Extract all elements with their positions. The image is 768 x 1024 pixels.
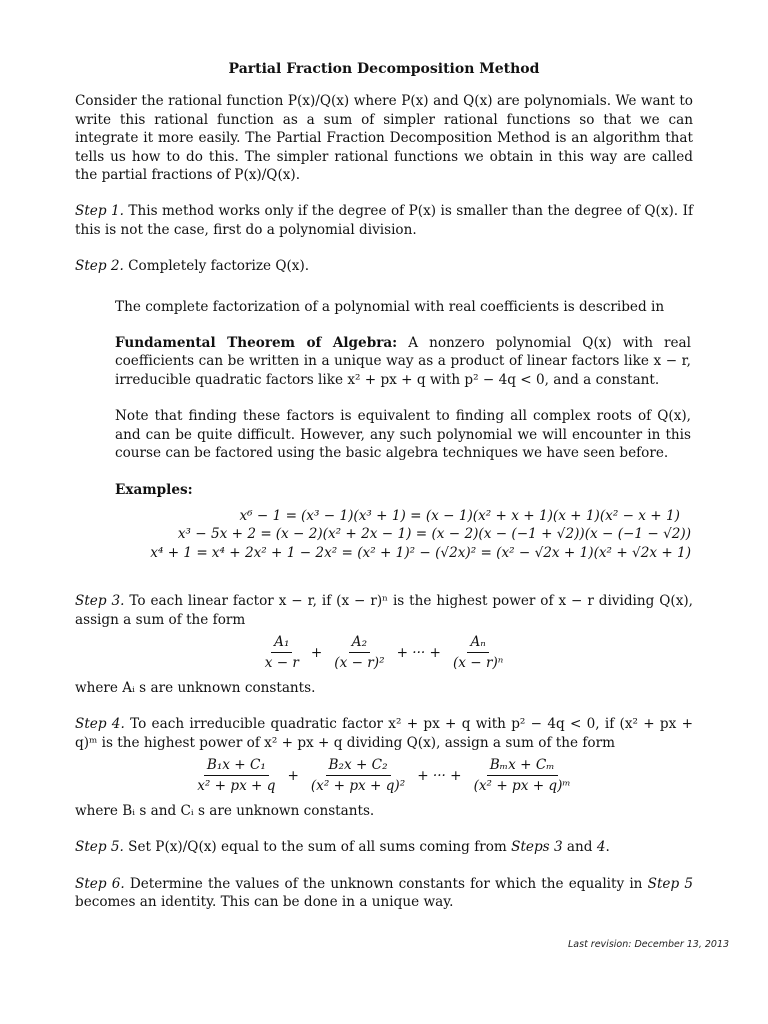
fraction [308, 756, 408, 796]
step-3-after: where Aᵢ s are unknown constants. [75, 679, 316, 696]
intro-paragraph: Consider the rational function P(x)/Q(x) where P(x) and Q(x) are polynomials. We want to write this rational function as a sum of simpler rational functions so that we can integrate it more easily. The Partial Fraction Decomposition Method is an algorithm that tells us how to do this. The simpler rational functions we obtain in this way are called the partial fractions of P(x)/Q(x). [75, 93, 693, 184]
example-row [115, 525, 691, 543]
theorem-text: A nonzero polynomial Q(x) with real coefficients can be written in a unique way as a product of linear factors like x − r, irreducible quadratic factors like x² + px + q with p² − 4q < 0, and a constant. [115, 335, 691, 388]
step-6-label: Step 6. [75, 875, 125, 892]
example-lhs: x⁶ − 1 = [239, 507, 297, 524]
fraction-denominator: (x − r)ⁿ [452, 655, 504, 672]
step-1 [75, 202, 693, 239]
example-lhs: x⁴ + 1 = [150, 544, 208, 561]
document-page [75, 60, 693, 911]
step-6-ref: Step 5 [647, 875, 693, 892]
example-row [115, 507, 691, 525]
example-row [115, 544, 691, 562]
step-3 [75, 592, 693, 629]
step-5-ref2: 4 [596, 839, 606, 856]
theorem-heading: Fundamental Theorem of Algebra: [115, 335, 398, 352]
step-3-label: Step 3. [75, 593, 125, 610]
note-paragraph: Note that finding these factors is equivalent to finding all complex roots of Q(x), and can be quite difficult. However, any such polynomial we will encounter in this course can be factored using the basic algebra techniques we have seen before. [115, 408, 691, 462]
step-2-label: Step 2. [75, 258, 124, 275]
revision-footer: Last revision: December 13, 2013 [568, 939, 730, 950]
fraction-numerator: A₁ [271, 633, 292, 653]
step-5 [75, 838, 693, 856]
step-2-text: Completely factorize Q(x). [128, 258, 310, 275]
ellipsis-sum: + ··· + [396, 644, 441, 661]
step-3-formula [75, 633, 693, 673]
fraction [471, 756, 574, 796]
examples-heading: Examples: [115, 481, 193, 498]
step-5-and: and [566, 839, 593, 856]
step-5-text: Set P(x)/Q(x) equal to the sum of all sums coming from [128, 839, 507, 856]
fraction-numerator: Bₘx + Cₘ [487, 756, 558, 776]
step-4-label: Step 4. [75, 716, 125, 733]
example-rhs: (x³ − 1)(x³ + 1) = (x − 1)(x² + x + 1)(x + 1)(x² − x + 1) [301, 507, 680, 524]
fraction [450, 633, 506, 673]
example-rhs: (x − 2)(x² + 2x − 1) = (x − 2)(x − (−1 + √2))(x − (−1 − √2)) [275, 526, 691, 543]
step-1-label: Step 1. [75, 203, 124, 220]
fraction [262, 633, 302, 673]
fraction-denominator: (x − r)² [334, 655, 385, 672]
step-4-text: To each irreducible quadratic factor x² + px + q with p² − 4q < 0, if (x² + px + q)ᵐ is the highest power of x² + px + q dividing Q(x), assign a sum of the form [75, 716, 693, 751]
plus-sign: + [287, 767, 299, 784]
fraction-numerator: A₂ [349, 633, 370, 653]
step-6-text-b: becomes an identity. This can be done in a unique way. [75, 894, 454, 910]
fraction-denominator: (x² + px + q)² [310, 778, 406, 795]
fraction-numerator: B₂x + C₂ [326, 756, 391, 776]
step-3-text: To each linear factor x − r, if (x − r)ⁿ is the highest power of x − r dividing Q(x), assign a sum of the form [75, 593, 693, 628]
example-rhs: x⁴ + 2x² + 1 − 2x² = (x² + 1)² − (√2x)² = (x² − √2x + 1)(x² + √2x + 1) [211, 544, 691, 561]
step-5-label: Step 5. [75, 839, 124, 856]
plus-sign: + [310, 644, 323, 661]
factorization-intro: The complete factorization of a polynomial with real coefficients is described in [115, 298, 665, 315]
theorem [115, 334, 691, 389]
fraction [331, 633, 387, 673]
step-6 [75, 875, 693, 912]
fraction-numerator: B₁x + C₁ [204, 756, 269, 776]
examples-list [115, 507, 691, 562]
step-4-after: where Bᵢ s and Cᵢ s are unknown constants. [75, 802, 375, 819]
fraction-denominator: (x² + px + q)ᵐ [473, 778, 571, 795]
fraction-numerator: Aₙ [467, 633, 488, 653]
fraction-denominator: x − r [264, 655, 299, 672]
step-6-text: Determine the values of the unknown constants for which the equality in [129, 875, 643, 892]
ellipsis-sum: + ··· + [417, 767, 462, 784]
factorization-box [115, 298, 691, 562]
example-lhs: x³ − 5x + 2 = [177, 526, 272, 543]
fraction [194, 756, 278, 796]
step-5-period: . [605, 839, 610, 856]
step-2 [75, 257, 693, 275]
page-title: Partial Fraction Decomposition Method [228, 61, 540, 77]
step-4-formula [75, 756, 693, 796]
step-5-ref: Steps 3 [511, 839, 563, 856]
fraction-denominator: x² + px + q [197, 778, 276, 795]
step-1-text: This method works only if the degree of P(x) is smaller than the degree of Q(x). If this is not the case, first do a polynomial division. [75, 203, 693, 238]
step-4 [75, 715, 693, 752]
